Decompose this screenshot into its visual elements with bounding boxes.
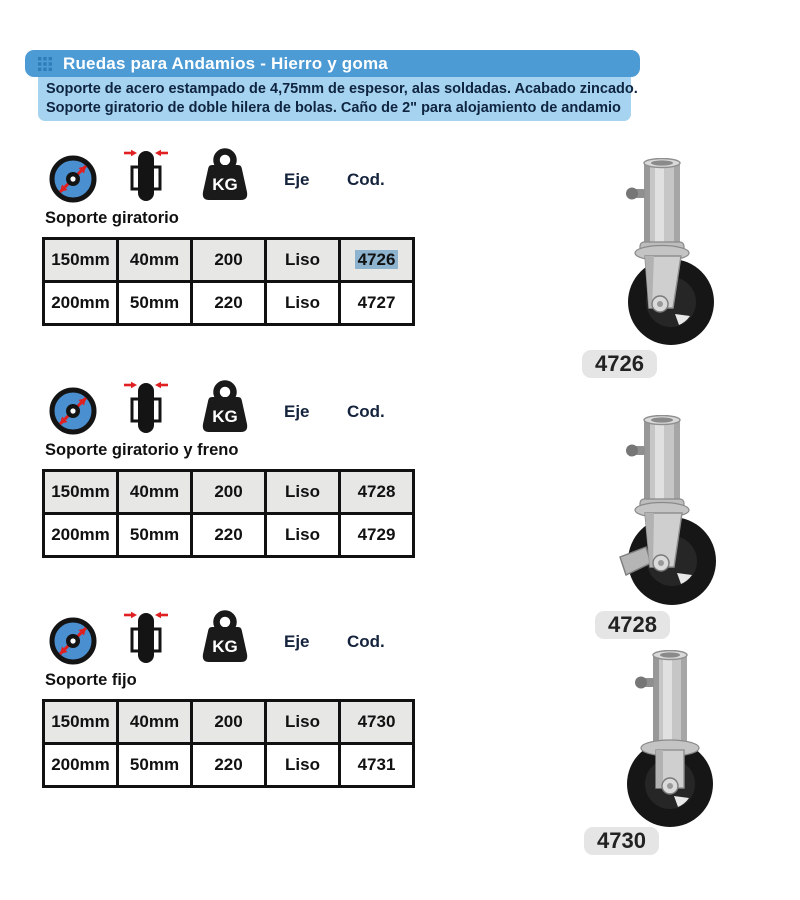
cell-load: 200: [192, 701, 266, 744]
cell-diameter: 150mm: [44, 471, 118, 514]
description-line-1: Soporte de acero estampado de 4,75mm de espesor, alas soldadas. Acabado zincado.: [46, 81, 638, 97]
column-header-eje: Eje: [284, 170, 310, 189]
product-photo-swivel-caster: [586, 158, 746, 353]
wheel-width-icon: [123, 143, 169, 210]
section-title: Soporte fijo: [45, 671, 137, 689]
cell-diameter: 150mm: [44, 239, 118, 282]
description-line-2: Soporte giratorio de doble hilera de bolas. Caño de 2" para alojamiento de andamio: [46, 100, 621, 116]
cell-code: 4727: [340, 282, 414, 325]
cell-load: 220: [192, 514, 266, 557]
cell-code: 4731: [340, 744, 414, 787]
table-row: [44, 514, 414, 557]
wheel-diameter-icon: [48, 616, 98, 671]
cell-width: 50mm: [118, 744, 192, 787]
cell-axle: Liso: [266, 701, 340, 744]
column-header-cod: Cod.: [347, 632, 385, 651]
section-title: Soporte giratorio: [45, 209, 179, 227]
product-description: [38, 77, 638, 121]
cell-width: 40mm: [118, 239, 192, 282]
highlighted-code: 4726: [355, 250, 399, 269]
kg-load-icon: [196, 148, 254, 211]
table-row: [44, 471, 414, 514]
column-header-cod: Cod.: [347, 402, 385, 421]
column-header-eje: Eje: [284, 402, 310, 421]
cell-width: 50mm: [118, 514, 192, 557]
table-row: [44, 282, 414, 325]
cell-axle: Liso: [266, 471, 340, 514]
grid-dots-icon: [38, 57, 52, 71]
table-row: [44, 239, 414, 282]
wheel-width-icon: [123, 375, 169, 442]
section-soporte-giratorio: [0, 140, 480, 372]
spec-table-soporte-giratorio: [42, 237, 415, 326]
cell-diameter: 200mm: [44, 514, 118, 557]
cell-diameter: 200mm: [44, 744, 118, 787]
cell-code: [340, 239, 414, 282]
product-code-badge: 4728: [595, 611, 670, 639]
cell-diameter: 150mm: [44, 701, 118, 744]
cell-code: 4729: [340, 514, 414, 557]
spec-table-soporte-fijo: [42, 699, 415, 788]
product-code-badge: 4726: [582, 350, 657, 378]
cell-code: 4730: [340, 701, 414, 744]
cell-width: 50mm: [118, 282, 192, 325]
wheel-diameter-icon: [48, 154, 98, 209]
page-title: Ruedas para Andamios - Hierro y goma: [63, 53, 388, 73]
kg-load-icon: [196, 610, 254, 673]
section-title: Soporte giratorio y freno: [45, 441, 239, 459]
product-code-badge: 4730: [584, 827, 659, 855]
section-soporte-fijo: [0, 602, 480, 834]
column-header-cod: Cod.: [347, 170, 385, 189]
section-header-bar: [25, 50, 640, 77]
cell-width: 40mm: [118, 471, 192, 514]
product-photo-swivel-brake-caster: [586, 415, 746, 612]
cell-load: 220: [192, 282, 266, 325]
cell-load: 200: [192, 239, 266, 282]
cell-axle: Liso: [266, 514, 340, 557]
spec-table-soporte-giratorio-freno: [42, 469, 415, 558]
cell-axle: Liso: [266, 239, 340, 282]
table-row: [44, 744, 414, 787]
cell-axle: Liso: [266, 744, 340, 787]
wheel-width-icon: [123, 605, 169, 672]
product-photo-fixed-caster: [596, 650, 746, 837]
wheel-diameter-icon: [48, 386, 98, 441]
cell-diameter: 200mm: [44, 282, 118, 325]
kg-icon-text: KG: [212, 637, 238, 656]
cell-width: 40mm: [118, 701, 192, 744]
kg-load-icon: [196, 380, 254, 443]
section-soporte-giratorio-freno: [0, 372, 480, 604]
cell-axle: Liso: [266, 282, 340, 325]
table-row: [44, 701, 414, 744]
cell-load: 220: [192, 744, 266, 787]
cell-code: 4728: [340, 471, 414, 514]
cell-load: 200: [192, 471, 266, 514]
column-header-eje: Eje: [284, 632, 310, 651]
kg-icon-text: KG: [212, 407, 238, 426]
kg-icon-text: KG: [212, 175, 238, 194]
